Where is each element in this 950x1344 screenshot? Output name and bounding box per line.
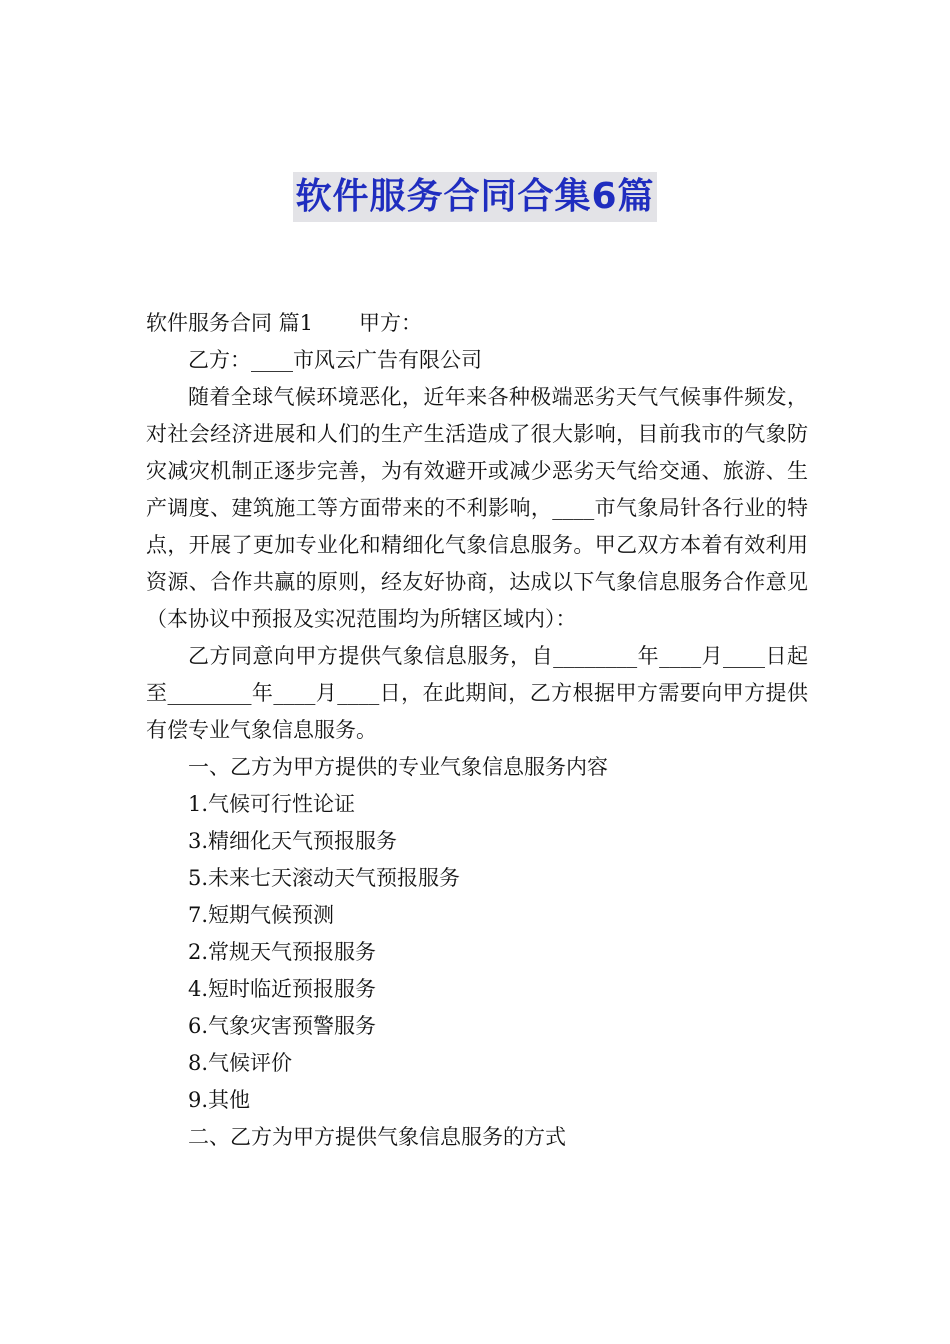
list-item: 3.精细化天气预报服务 xyxy=(188,829,398,853)
list-item: 2.常规天气预报服务 xyxy=(188,940,377,964)
document-title: 软件服务合同合集6篇 xyxy=(293,172,656,222)
party-a-label: 甲方： xyxy=(359,311,423,335)
document-body xyxy=(146,305,808,1156)
list-item: 9.其他 xyxy=(188,1088,251,1112)
agreement-paragraph: 乙方同意向甲方提供气象信息服务，自________年____月____日起至________年____月____日，在此期间，乙方根据甲方需要向甲方提供有偿专业气象信息服务。 xyxy=(146,644,808,742)
party-b-line: 乙方：____市风云广告有限公司 xyxy=(188,348,482,372)
list-item: 4.短时临近预报服务 xyxy=(188,977,377,1001)
list-item: 5.未来七天滚动天气预报服务 xyxy=(188,866,461,890)
section-heading-2: 二、乙方为甲方提供气象信息服务的方式 xyxy=(188,1125,566,1149)
list-item: 8.气候评价 xyxy=(188,1051,293,1075)
section-heading-1: 一、乙方为甲方提供的专业气象信息服务内容 xyxy=(188,755,608,779)
title-container xyxy=(0,172,950,222)
list-item: 1.气候可行性论证 xyxy=(188,792,356,816)
list-item: 7.短期气候预测 xyxy=(188,903,335,927)
intro-paragraph: 随着全球气候环境恶化，近年来各种极端恶劣天气气候事件频发，对社会经济进展和人们的生产生活造成了很大影响，目前我市的气象防灾减灾机制正逐步完善，为有效避开或减少恶劣天气给交通、旅游、生产调度、建筑施工等方面带来的不利影响，____市气象局针各行业的特点，开展了更加专业化和精细化气象信息服务。甲乙双方本着有效利用资源、合作共赢的原则，经友好协商，达成以下气象信息服务合作意见（本协议中预报及实况范围均为所辖区域内）： xyxy=(146,385,808,631)
list-item: 6.气象灾害预警服务 xyxy=(188,1014,377,1038)
contract-part-label: 软件服务合同 篇1 xyxy=(146,311,314,335)
header-line xyxy=(146,305,808,342)
